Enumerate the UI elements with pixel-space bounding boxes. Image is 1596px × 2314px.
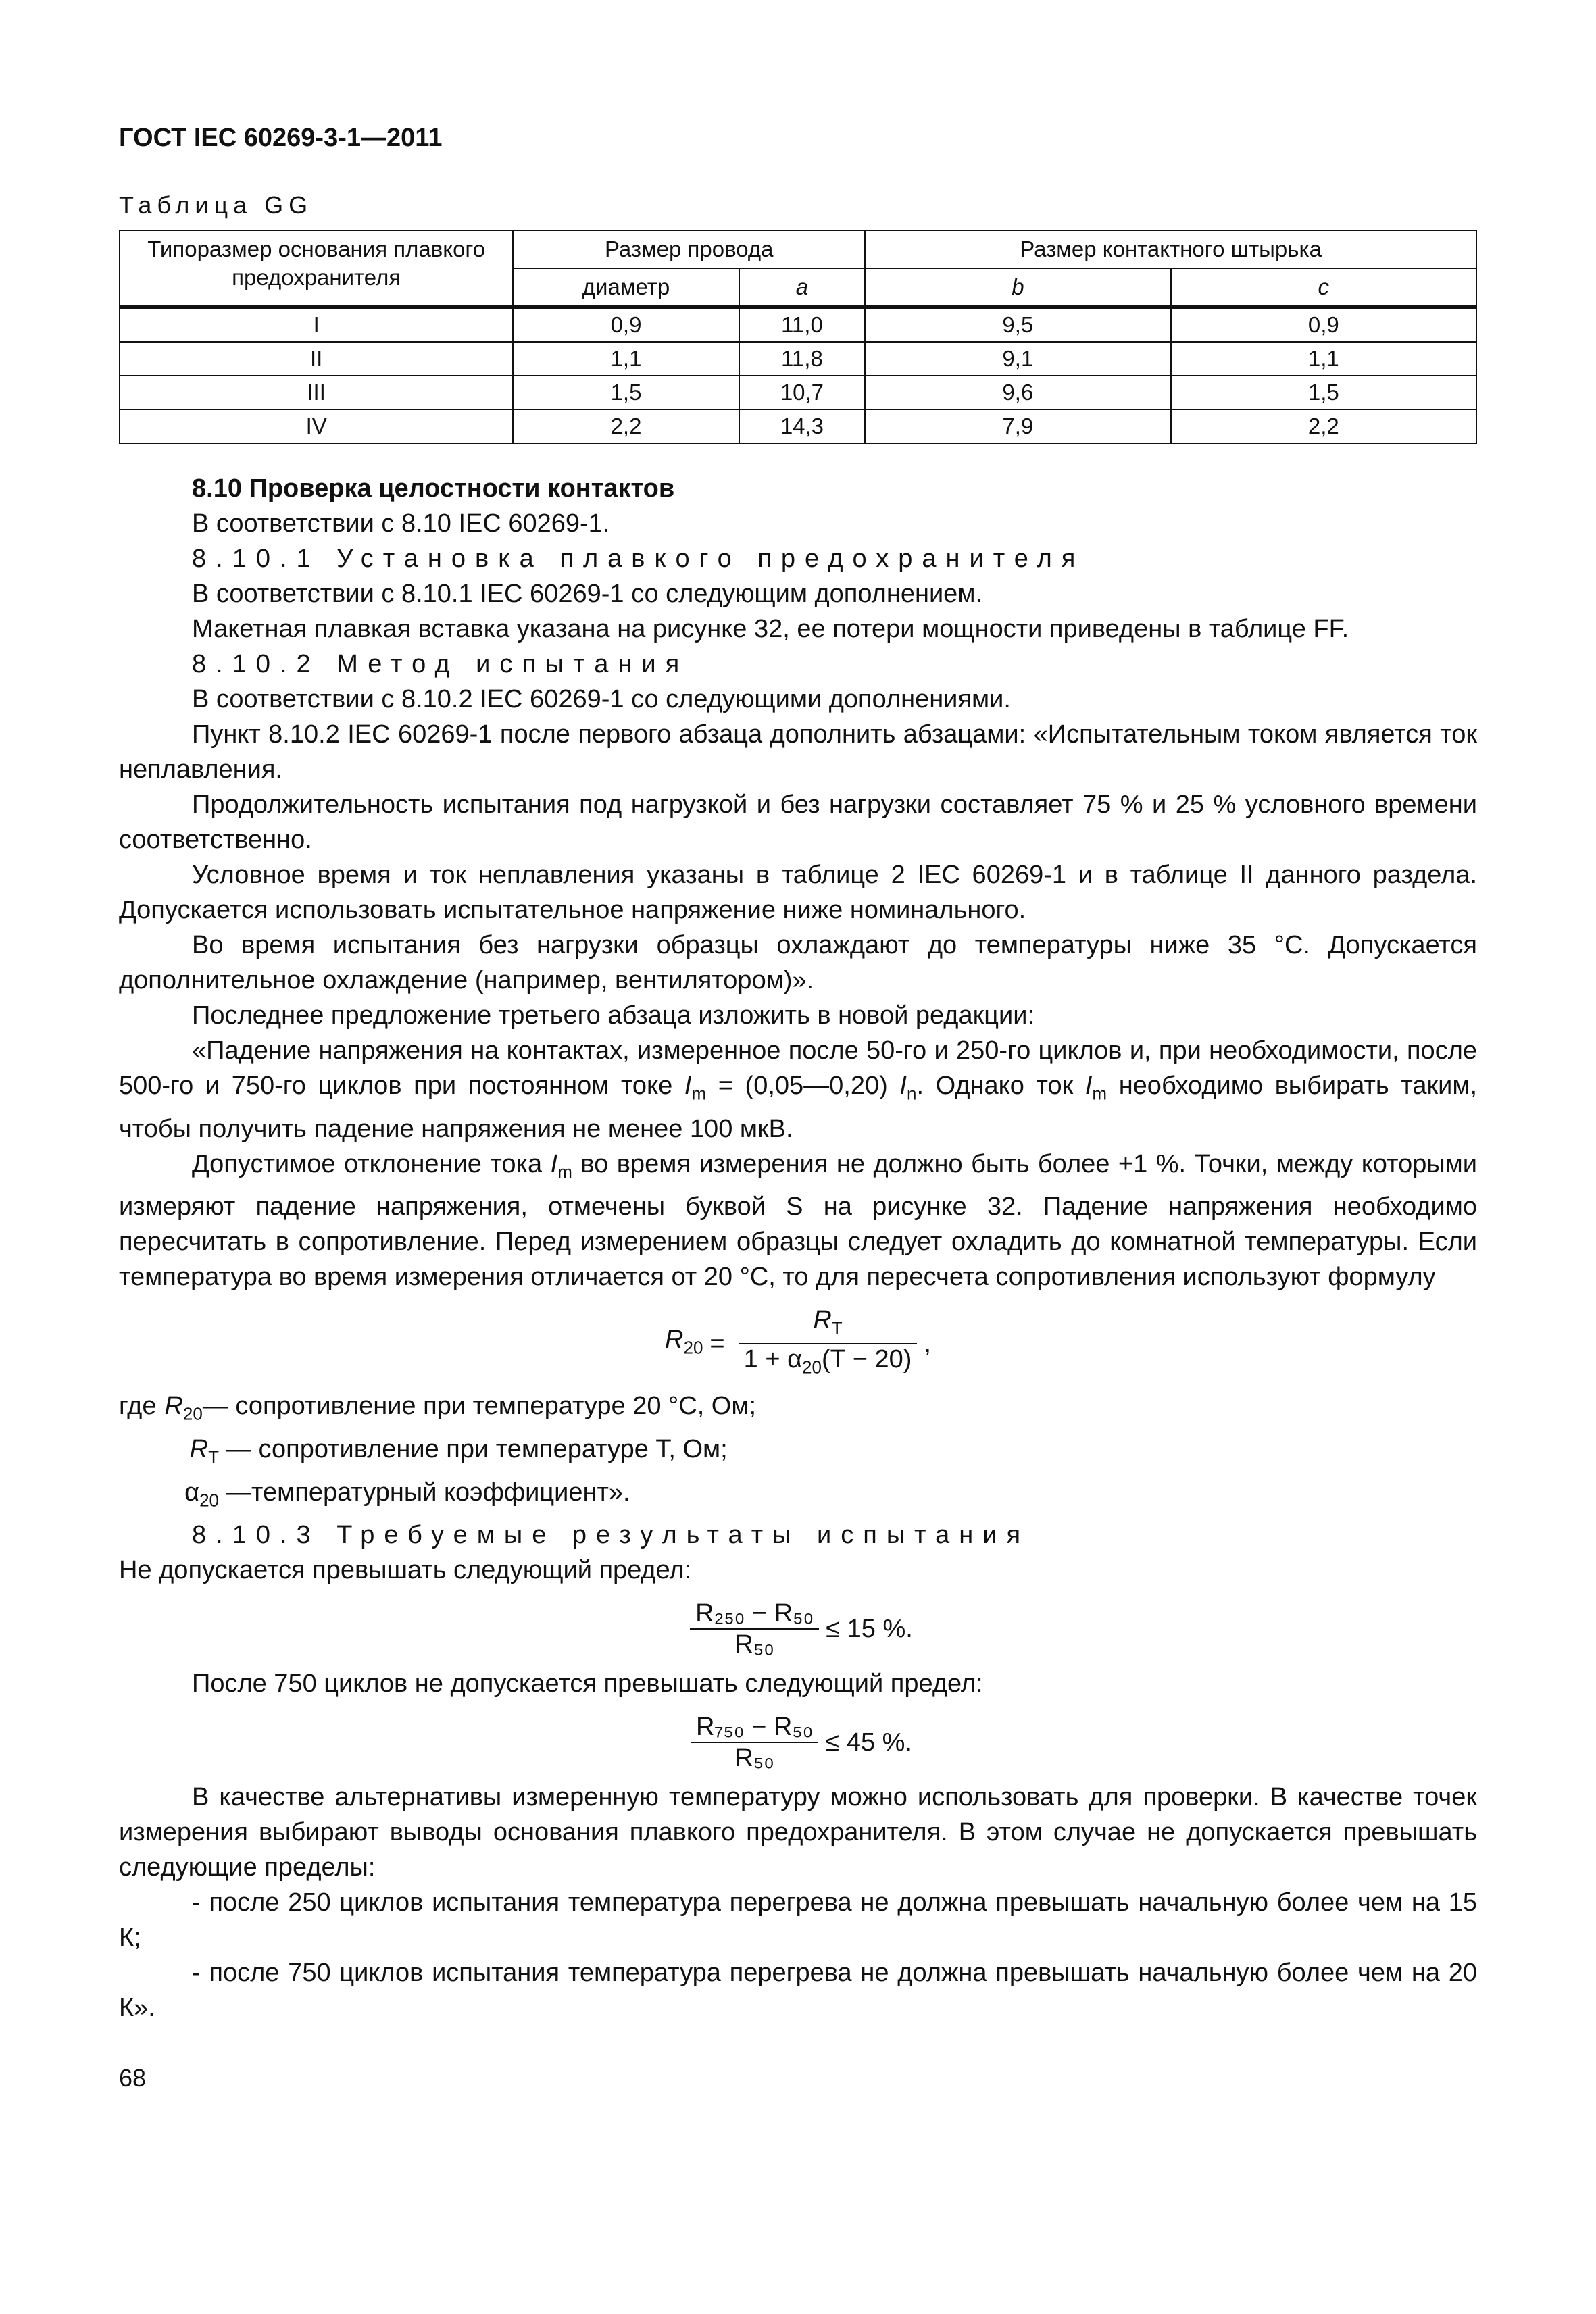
symbol-R: R <box>813 1306 832 1335</box>
table-cell: I <box>120 307 513 343</box>
numerator <box>807 1305 847 1343</box>
table-row <box>120 409 1476 443</box>
text-run: Допустимое отклонение тока <box>192 1149 551 1178</box>
formula-tail: , <box>924 1329 931 1358</box>
paragraph: В соответствии с 8.10 IEC 60269-1. <box>192 509 610 538</box>
paragraph-current <box>119 1033 1477 1147</box>
list-item: - после 250 циклов испытания температура перегрева не должна превышать начальную более чем на 15 К; <box>119 1888 1477 1953</box>
symbol-I: I <box>550 1149 558 1178</box>
paragraph: Во время испытания без нагрузки образцы охлаждают до температуры ниже 35 °С. Допускается дополнительное охлаждение (например, вентилятором)». <box>119 931 1477 995</box>
formula-limit-750 <box>119 1712 1477 1773</box>
legend-symbol <box>119 1432 226 1475</box>
paragraph: Условное время и ток неплавления указаны в таблице 2 IEC 60269-1 и в таблице II данного раздела. Допускается использовать испытательное напряжение ниже номинального. <box>119 861 1477 924</box>
symbol-I: I <box>899 1072 907 1100</box>
subscript: T <box>208 1447 219 1467</box>
legend-text: — сопротивление при температуре 20 °С, Ом; <box>202 1392 757 1421</box>
table-cell: III <box>120 376 513 409</box>
document-page <box>119 101 1477 2096</box>
header-diameter: диаметр <box>513 268 739 307</box>
table-cell: IV <box>120 409 513 443</box>
legend-row <box>119 1475 1477 1518</box>
table-cell: 10,7 <box>739 376 865 409</box>
table-cell: 1,5 <box>513 376 739 409</box>
symbol-alpha: α <box>184 1478 200 1507</box>
table-cell: 9,5 <box>865 307 1170 343</box>
header-b: b <box>865 268 1170 307</box>
table-body <box>120 307 1476 444</box>
header-fuse-base: Типоразмер основания плавкого предохранителя <box>120 230 513 307</box>
table-cell: 7,9 <box>865 409 1170 443</box>
subsection-heading: 8.10.2 Метод испытания <box>192 650 689 678</box>
fraction <box>739 1305 918 1382</box>
subscript: m <box>691 1083 707 1104</box>
legend-symbol <box>119 1475 226 1518</box>
paragraph: Пункт 8.10.2 IEC 60269-1 после первого абзаца дополнить абзацами: «Испытательным током является ток неплавления. <box>119 720 1477 784</box>
fraction <box>690 1599 819 1659</box>
paragraph: В качестве альтернативы измеренную температуру можно использовать для проверки. В качестве точек измерения выбирают выводы основания плавкого предохранителя. В этом случае не допускается превышать следующие пределы: <box>119 1783 1477 1882</box>
denominator: R₅₀ <box>734 1630 774 1659</box>
legend-symbol <box>164 1388 202 1432</box>
table-row <box>120 376 1476 409</box>
symbol-I: I <box>684 1072 692 1100</box>
paragraph: В соответствии с 8.10.1 IEC 60269-1 со следующим дополнением. <box>192 580 983 608</box>
table-cell: 1,1 <box>1171 342 1476 376</box>
paragraph: Продолжительность испытания под нагрузкой и без нагрузки составляет 75 % и 25 % условного времени соответственно. <box>119 790 1477 854</box>
formula-lhs <box>665 1322 703 1365</box>
table-cell: 11,0 <box>739 307 865 343</box>
table-cell: 9,1 <box>865 342 1170 376</box>
subscript: T <box>831 1317 843 1338</box>
header-a: a <box>739 268 865 307</box>
numerator: R₇₅₀ − R₅₀ <box>695 1713 814 1742</box>
text-run: необходимо выбирать таким, чтобы получить падение напряжения не менее 100 мкВ. <box>119 1072 1478 1143</box>
table-cell: 1,5 <box>1171 376 1476 409</box>
table-cell: 2,2 <box>1171 409 1476 443</box>
formula-tail: ≤ 45 %. <box>825 1728 912 1757</box>
numerator: R₂₅₀ − R₅₀ <box>695 1599 814 1628</box>
legend-row <box>119 1388 1477 1432</box>
paragraph-deviation <box>119 1147 1477 1295</box>
denominator: R₅₀ <box>734 1744 774 1773</box>
table-cell: 0,9 <box>1171 307 1476 343</box>
paragraph: Последнее предложение третьего абзаца изложить в новой редакции: <box>192 1001 1035 1030</box>
table-cell: 14,3 <box>739 409 865 443</box>
equals-sign: = <box>709 1329 725 1358</box>
symbol-R: R <box>189 1434 209 1463</box>
table-cell: 0,9 <box>513 307 739 343</box>
table-row <box>120 307 1476 343</box>
fraction <box>691 1712 818 1773</box>
subsection-heading: 8.10.3 Требуемые результаты испытания <box>192 1521 1030 1550</box>
table-gg <box>119 230 1477 444</box>
page-number: 68 <box>119 2064 147 2092</box>
text-run: = (0,05—0,20) <box>706 1072 900 1100</box>
document-header: ГОСТ IEC 60269-3-1—2011 <box>119 124 443 152</box>
subscript: 20 <box>802 1357 822 1378</box>
table-cell: II <box>120 342 513 376</box>
header-c: c <box>1171 268 1476 307</box>
header-pin-size: Размер контактного штырька <box>865 230 1476 268</box>
header-wire-size: Размер провода <box>513 230 865 268</box>
where-label: где <box>119 1392 157 1421</box>
legend-text: —температурный коэффициент». <box>226 1478 630 1507</box>
symbol-R: R <box>665 1325 684 1354</box>
table-caption: Таблица GG <box>119 191 314 219</box>
subscript: m <box>557 1161 572 1182</box>
table-cell: 9,6 <box>865 376 1170 409</box>
section-title: 8.10 Проверка целостности контактов <box>192 474 675 503</box>
formula-r20 <box>119 1305 1477 1382</box>
table-cell: 2,2 <box>513 409 739 443</box>
formula-limit-250 <box>119 1599 1477 1659</box>
symbol-I: I <box>1084 1072 1093 1100</box>
subsection-heading: 8.10.1 Установка плавкого предохранителя <box>192 545 1085 573</box>
legend-text: — сопротивление при температуре T, Ом; <box>226 1434 728 1463</box>
symbol-R: R <box>164 1392 183 1421</box>
paragraph: Не допускается превышать следующий предел: <box>119 1556 692 1585</box>
subscript: m <box>1092 1083 1107 1104</box>
legend-row <box>119 1432 1477 1475</box>
subscript: 20 <box>182 1403 203 1424</box>
paragraph: Макетная плавкая вставка указана на рисунке 32, ее потери мощности приведены в таблице FF. <box>192 615 1349 643</box>
paragraph: В соответствии с 8.10.2 IEC 60269-1 со следующими дополнениями. <box>192 685 1011 713</box>
table-row <box>120 342 1476 376</box>
subscript: 20 <box>683 1337 703 1358</box>
denominator <box>739 1344 918 1382</box>
subscript: 20 <box>199 1490 219 1511</box>
formula-tail: ≤ 15 %. <box>826 1615 913 1644</box>
text-run: 1 + α <box>743 1344 803 1374</box>
paragraph: После 750 циклов не допускается превышать следующий предел: <box>192 1669 983 1699</box>
text-run: (T − 20) <box>821 1344 912 1374</box>
text-run: . Однако ток <box>916 1072 1085 1100</box>
text-run: «Падение напряжения на контактах, измеренное после 50-го и 250-го циклов и, при необходимости, после 500-го и 750-го циклов при постоянном токе <box>119 1036 1477 1100</box>
table-cell: 11,8 <box>739 342 865 376</box>
list-item: - после 750 циклов испытания температура перегрева не должна превышать начальную более чем на 20 К». <box>119 1959 1477 2023</box>
subscript: n <box>906 1083 917 1104</box>
text-run: во время измерения не должно быть более +1 %. Точки, между которыми измеряют падение напряжения, отмечены буквой S на рисунке 32. Падение напряжения необходимо пересчитать в сопротивление. Перед измерением образцы следует охладить до комнатной температуры. Если температура во время измерения отличается от 20 °С, то для пересчета сопротивления используют формулу <box>119 1149 1477 1292</box>
table-cell: 1,1 <box>513 342 739 376</box>
